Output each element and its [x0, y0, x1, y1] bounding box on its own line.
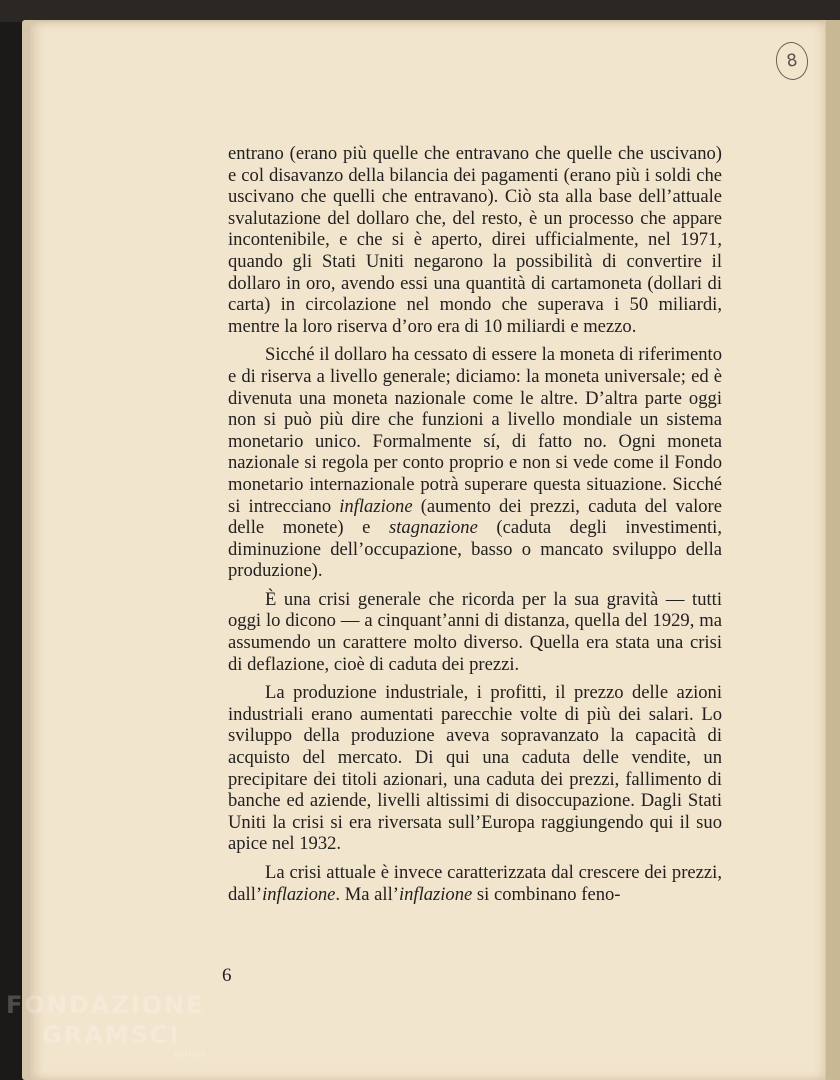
paragraph-2-text-c: (caduta degli investimenti, diminuzione dell’occupazione, basso o mancato sviluppo della produzione). — [228, 517, 722, 582]
scanner-background — [0, 0, 840, 22]
paragraph-5-text-b: . Ma all’ — [335, 883, 399, 905]
paragraph-2-text-a: Sicché il dollaro ha cessato di essere la moneta di riferimento e di riserva a livello generale; diciamo: la moneta universale; ed è divenuta una moneta nazionale come le altre. D’altra parte oggi non si può più dire che funzioni a livello mondiale un sistema monetario unico. Formalmente sí, di fatto no. Ogni moneta nazionale si regola per conto proprio e non si vede come il Fondo monetario internazionale potrà superare questa situazione. Sicché si intrecciano — [228, 344, 722, 517]
paragraph-2 — [228, 344, 722, 582]
paragraph-2-text-b: (aumento dei prezzi, caduta del valore delle monete) e — [228, 495, 723, 539]
watermark-line-2: GRAMSCI — [42, 1021, 181, 1049]
body-text — [228, 143, 722, 912]
term-stagnazione: stagnazione — [389, 517, 478, 539]
paragraph-3: È una crisi generale che ricorda per la sua gravità — tutti oggi lo dicono — a cinquant’anni di distanza, quella del 1929, ma assumendo un carattere molto diverso. Quella era stata una crisi di deflazione, cioè di caduta dei prezzi. — [228, 588, 722, 675]
watermark-logo — [6, 990, 206, 1060]
paragraph-5-text-a: La crisi attuale è invece caratterizzata dal crescere dei prezzi, dall’ — [228, 862, 722, 905]
paragraph-4: La produzione industriale, i profitti, il prezzo delle azioni industriali erano aumentati parecchie volte di più dei salari. Lo sviluppo della produzione aveva sopravanzato la capacità di acquisto del mercato. Di qui una caduta delle vendite, un precipitare dei titoli azionari, una caduta dei prezzi, fallimento di banche ed aziende, livelli altissimi di disoccupazione. Dagli Stati Uniti la crisi si era riversata sull’Europa raggiungendo qui il suo apice nel 1932. — [228, 682, 722, 855]
paragraph-5-text-c: si combinano feno- — [472, 883, 621, 905]
term-inflazione-3: inflazione — [398, 883, 473, 905]
page-number: 6 — [222, 965, 232, 986]
watermark-line-1: FONDAZIONE — [6, 991, 205, 1019]
term-inflazione: inflazione — [339, 495, 413, 517]
term-inflazione-2: inflazione — [262, 883, 336, 905]
watermark-line-3: onlus — [174, 1050, 207, 1060]
paragraph-1: entrano (erano più quelle che entravano che quelle che uscivano) e col disavanzo della bilancia dei pagamenti (erano più i soldi che uscivano che quelli che entravano). Ciò sta alla base dell’attuale svalutazione del dollaro che, del resto, è un processo che appare incontenibile, e che si è aperto, direi ufficialmente, nel 1971, quando gli Stati Uniti negarono la possibilità di convertire il dollaro in oro, avendo essi una quantità di cartamoneta (dollari di carta) in circolazione nel mondo che superava i 50 miliardi, mentre la loro riserva d’oro era di 10 miliardi e mezzo. — [228, 143, 722, 337]
paragraph-5 — [228, 862, 722, 905]
archive-page-mark-number: 8 — [785, 50, 799, 72]
next-page-edge — [826, 20, 840, 1080]
